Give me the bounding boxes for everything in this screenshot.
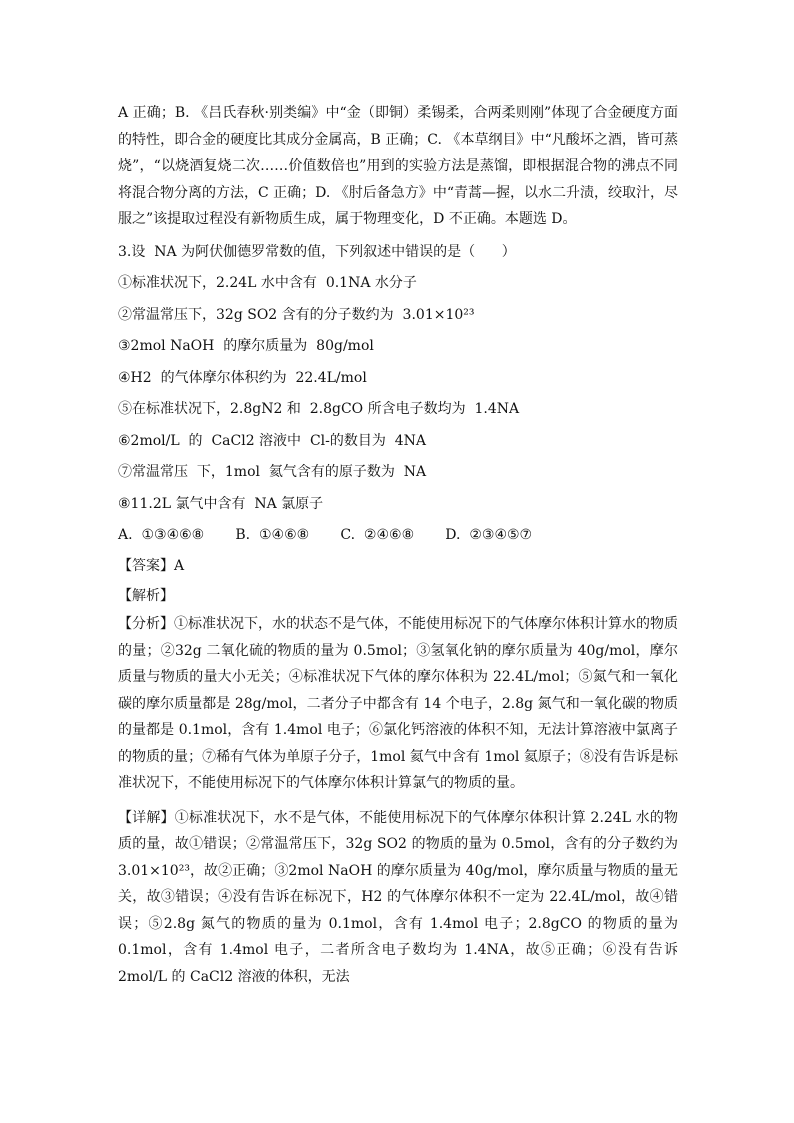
- statement-8: ⑧11.2L 氯气中含有 NA 氯原子: [118, 495, 324, 512]
- question-stem: 3.设 NA 为阿伏伽德罗常数的值，下列叙述中错误的是（ ）: [118, 243, 516, 260]
- analysis-label: 【解析】: [118, 588, 174, 604]
- statement-4: ④H2 的气体摩尔体积约为 22.4L/mol: [118, 369, 367, 386]
- statement-1: ①标准状况下，2.24L 水中含有 0.1NA 水分子: [118, 275, 417, 291]
- document-page: [118, 100, 683, 990]
- statement-2: ②常温常压下，32g SO2 含有的分子数约为 3.01×10²³: [118, 306, 475, 323]
- answer-label: 【答案】A: [118, 558, 185, 574]
- spacer: [118, 797, 678, 805]
- analysis-xiangjie: 【详解】①标准状况下，水不是气体，不能使用标况下的气体摩尔体积计算 2.24L 水的物质的量，故①错误；②常温常压下，32g SO2 的物质的量为 0.5mol，含有的分子数约为 3.01×10²³，故②正确；③2mol NaOH 的摩尔质量为 40g/mol，摩尔质量与物质的量无关，故③错误；④没有告诉在标况下，H2 的气体摩尔体积不一定为 22.4L/mol，故④错误；⑤2.8g 氮气的物质的量为 0.1mol，含有 1.4mol 电子；2.8gCO 的物质的量为 0.1mol，含有 1.4mol 电子，二者所含电子数均为 1.4NA，故⑤正确；⑥没有告诉 2mol/L 的 CaCl2 溶液的体积，无法: [118, 809, 683, 985]
- statement-6: ⑥2mol/L 的 CaCl2 溶液中 Cl-的数目为 4NA: [118, 432, 427, 449]
- analysis-fenxi: 【分析】①标准状况下，水的状态不是气体，不能使用标况下的气体摩尔体积计算水的物质的量；②32g 二氧化硫的物质的量为 0.5mol；③氢氧化钠的摩尔质量为 40g/mol，摩尔质量与物质的量大小无关；④标准状况下气体的摩尔体积为 22.4L/mol；⑤氮气和一氧化碳的摩尔质量都是 28g/mol，二者分子中都含有 14 个电子，2.8g 氮气和一氧化碳的物质的量都是 0.1mol，含有 1.4mol 电子；⑥氯化钙溶液的体积不知，无法计算溶液中氯离子的物质的量；⑦稀有气体为单原子分子，1mol 氦气中含有 1mol 氦原子；⑧没有告诉是标准状况下，不能使用标况下的气体摩尔体积计算氯气的物质的量。: [118, 616, 678, 791]
- statement-7: ⑦常温常压 下，1mol 氦气含有的原子数为 NA: [118, 464, 427, 480]
- statement-3: ③2mol NaOH 的摩尔质量为 80g/mol: [118, 338, 374, 354]
- statement-5: ⑤在标准状况下，2.8gN2 和 2.8gCO 所含电子数均为 1.4NA: [118, 401, 520, 417]
- previous-explanation: A 正确；B. 《吕氏春秋·别类编》中“金（即铜）柔锡柔，合两柔则刚”体现了合金硬度方面的特性，即合金的硬度比其成分金属高，B 正确；C. 《本草纲目》中“凡酸坏之酒，皆可蒸烧”，“以烧酒复烧二次……价值数倍也”用到的实验方法是蒸馏，即根据混合物的沸点不同将混合物分离的方法，C 正确；D. 《肘后备急方》中“青蒿—握，以水二升渍，绞取汁，尽服之”该提取过程没有新物质生成，属于物理变化，D 不正确。本题选 D。: [118, 105, 678, 227]
- answer-choices: A. ①③④⑥⑧ B. ①④⑥⑧ C. ②④⑥⑧ D. ②③④⑤⑦: [118, 527, 533, 543]
